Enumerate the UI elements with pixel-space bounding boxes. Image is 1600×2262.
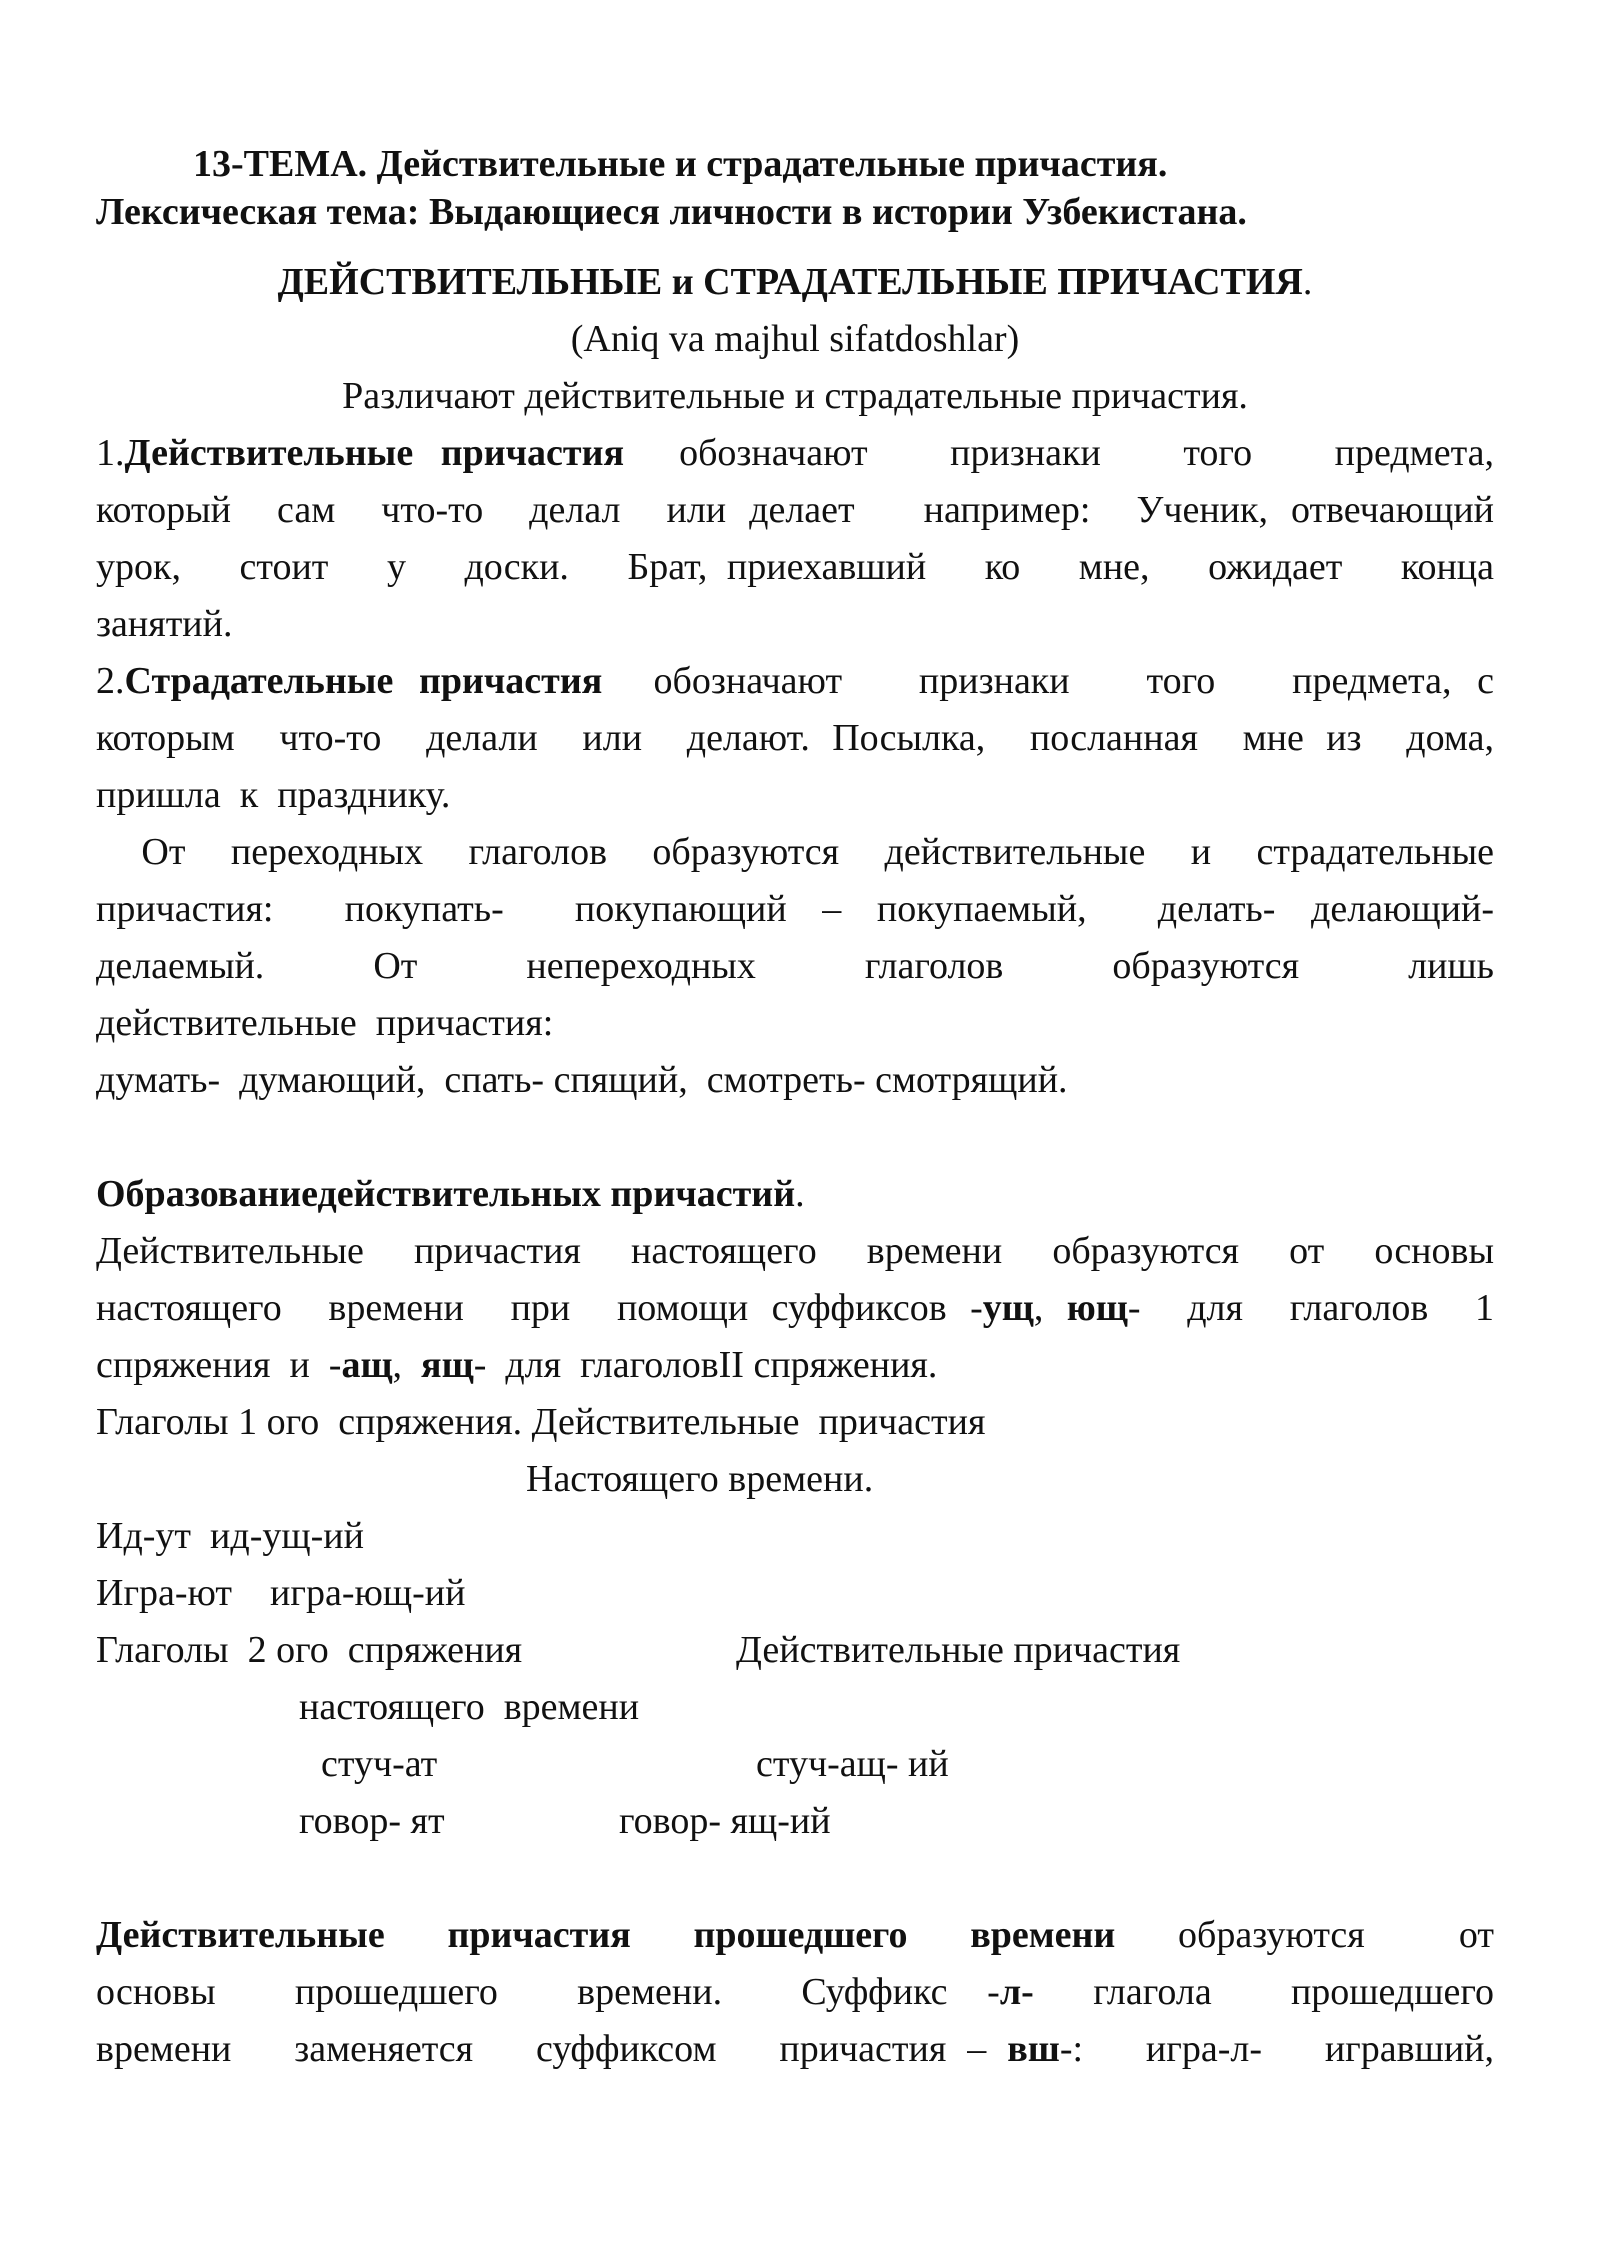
- paragraph-1-line-3: урок, стоит у доски. Брат, приехавший ко мне, ожидает конца: [96, 546, 1494, 588]
- blank-line: [96, 1109, 1494, 1166]
- past-participles-line-2: основы прошедшего времени. Суффикс -л- глагола прошедшего: [96, 1971, 1494, 2013]
- conjugation-1-label: Глаголы 1 ого спряжения. Действительные причастия: [96, 1401, 986, 1443]
- formation-heading: Образованиедействительных причастий.: [96, 1173, 805, 1215]
- present-time-label: Настоящего времени.: [526, 1458, 874, 1500]
- paragraph-1-line-2: который сам что-то делал или делает например: Ученик, отвечающий: [96, 489, 1494, 531]
- heading-text: ДЕЙСТВИТЕЛЬНЫЕ и СТРАДАТЕЛЬНЫЕ ПРИЧАСТИЯ: [277, 261, 1303, 303]
- past-participles-line-3: времени заменяется суффиксом причастия – вш-: игра-л- игравший,: [96, 2028, 1494, 2070]
- paragraph-2-line-3: пришла к празднику.: [96, 774, 451, 816]
- formation-line-3: спряжения и -ащ, ящ- для глаголовII спряжения.: [96, 1344, 938, 1386]
- present-time-label-2: настоящего времени: [299, 1686, 640, 1728]
- term-passive-participles: Страдательные причастия: [124, 660, 603, 702]
- example-1: Ид-ут ид-ущ-ий: [96, 1515, 364, 1557]
- blank-line-2: [96, 1850, 1494, 1907]
- paragraph-2-line-2: которым что-то делали или делают. Посылка, посланная мне из дома,: [96, 717, 1494, 759]
- paragraph-2-line-1: 2.Страдательные причастия обозначают признаки того предмета, с: [96, 660, 1494, 702]
- section-heading: ДЕЙСТВИТЕЛЬНЫЕ и СТРАДАТЕЛЬНЫЕ ПРИЧАСТИЯ.: [277, 261, 1313, 303]
- intro-line: Различают действительные и страдательные причастия.: [342, 375, 1248, 417]
- example-4: говор- ят говор- ящ-ий: [299, 1800, 831, 1842]
- example-2: Игра-ют игра-ющ-ий: [96, 1572, 466, 1614]
- example-3: стуч-ат стуч-ащ- ий: [321, 1743, 949, 1785]
- document-page: [96, 140, 1494, 2078]
- conjugation-2-row: Глаголы 2 ого спряжения Действительные причастия: [96, 1629, 1181, 1671]
- paragraph-3-line-3: делаемый. От непереходных глаголов образуются лишь: [96, 945, 1494, 987]
- paragraph-1-line-1: 1.Действительные причастия обозначают признаки того предмета,: [96, 432, 1494, 474]
- paragraph-1-line-4: занятий.: [96, 603, 233, 645]
- formation-line-2: настоящего времени при помощи суффиксов -ущ, ющ- для глаголов 1: [96, 1287, 1494, 1329]
- past-participles-line-1: Действительные причастия прошедшего времени образуются от: [96, 1914, 1494, 1956]
- paragraph-3-line-2: причастия: покупать- покупающий – покупаемый, делать- делающий-: [96, 888, 1494, 930]
- subtitle-uzbek: (Aniq va majhul sifatdoshlar): [570, 318, 1020, 360]
- lexical-topic-title: Лексическая тема: Выдающиеся личности в истории Узбекистана.: [96, 191, 1247, 233]
- paragraph-3-line-4: действительные причастия:: [96, 1002, 554, 1044]
- paragraph-3-line-1: От переходных глаголов образуются действительные и страдательные: [96, 831, 1494, 873]
- term-active-participles: Действительные причастия: [124, 432, 625, 474]
- topic-title: 13-ТЕМА. Действительные и страдательные причастия.: [193, 143, 1168, 185]
- paragraph-3-line-5: думать- думающий, спать- спящий, смотреть- смотрящий.: [96, 1059, 1068, 1101]
- formation-line-1: Действительные причастия настоящего времени образуются от основы: [96, 1230, 1494, 1272]
